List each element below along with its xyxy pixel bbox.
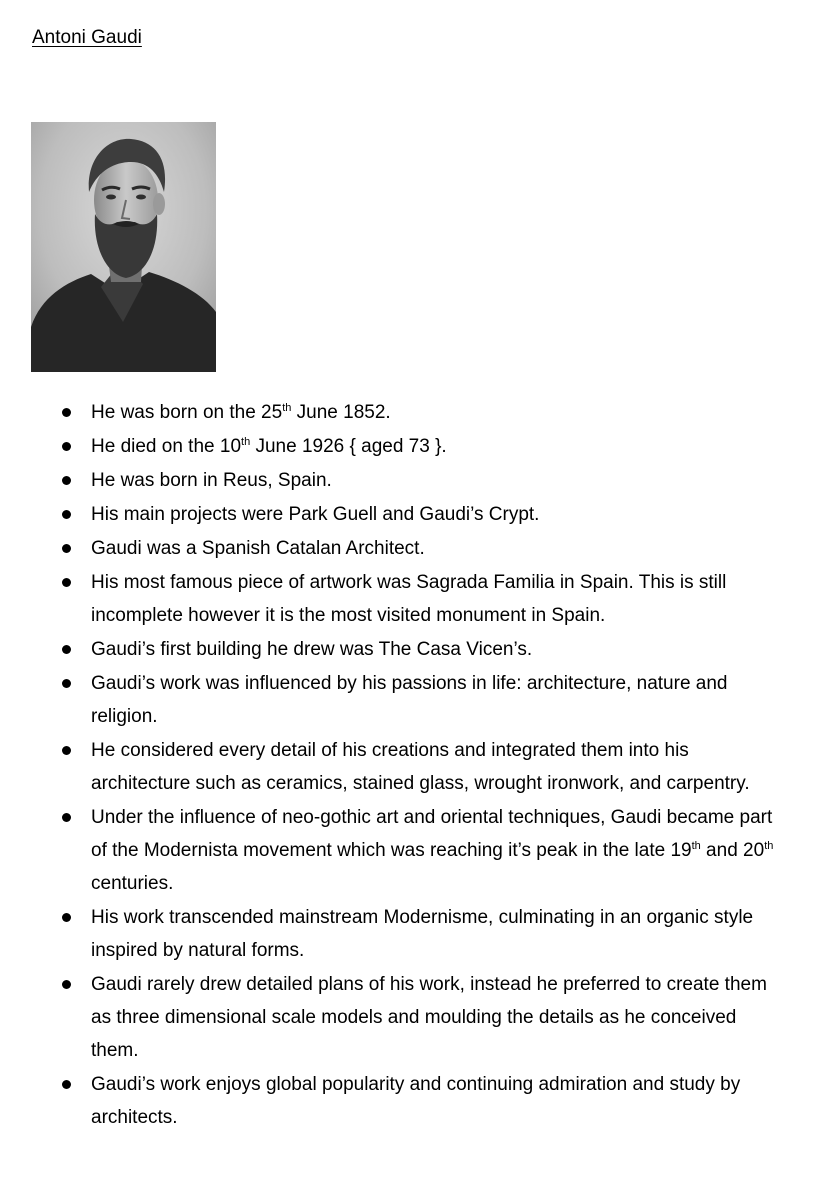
list-item xyxy=(60,464,786,497)
bullet-icon xyxy=(62,813,71,822)
fact-text: Gaudi’s work enjoys global popularity and continuing admiration and study by architects. xyxy=(91,1074,741,1128)
fact-text: Gaudi’s work was influenced by his passions in life: architecture, nature and religion. xyxy=(91,673,728,727)
bullet-icon xyxy=(62,544,71,553)
fact-text: and 20 xyxy=(700,840,765,861)
superscript: th xyxy=(241,436,251,448)
fact-text: June 1926 { aged 73 }. xyxy=(250,436,447,457)
bullet-icon xyxy=(62,408,71,417)
facts-list xyxy=(60,396,786,1135)
bullet-icon xyxy=(62,980,71,989)
bullet-icon xyxy=(62,510,71,519)
list-item xyxy=(60,396,786,429)
fact-text: His main projects were Park Guell and Gaudi’s Crypt. xyxy=(91,504,540,525)
bullet-icon xyxy=(62,1080,71,1089)
fact-text: He considered every detail of his creations and integrated them into his architecture such as ceramics, stained glass, wrought ironwork, and carpentry. xyxy=(91,740,750,794)
portrait-photo xyxy=(31,122,216,372)
list-item xyxy=(60,734,786,800)
document-title: Antoni Gaudi xyxy=(32,27,142,48)
fact-text: Gaudi’s first building he drew was The Casa Vicen’s. xyxy=(91,639,533,660)
fact-text: He was born on the 25 xyxy=(91,402,283,423)
superscript: th xyxy=(764,840,774,852)
fact-text: Under the influence of neo-gothic art and oriental techniques, Gaudi became part of the Modernista movement which was reaching it’s peak in the late 19 xyxy=(91,807,773,861)
list-item xyxy=(60,532,786,565)
fact-text: His work transcended mainstream Modernisme, culminating in an organic style inspired by natural forms. xyxy=(91,907,754,961)
bullet-icon xyxy=(62,679,71,688)
list-item xyxy=(60,566,786,632)
list-item xyxy=(60,633,786,666)
fact-text: Gaudi rarely drew detailed plans of his work, instead he preferred to create them as three dimensional scale models and moulding the details as he conceived them. xyxy=(91,974,767,1061)
bullet-icon xyxy=(62,442,71,451)
list-item xyxy=(60,901,786,967)
bullet-icon xyxy=(62,578,71,587)
bullet-icon xyxy=(62,913,71,922)
superscript: th xyxy=(282,402,292,414)
list-item xyxy=(60,498,786,531)
fact-text: Gaudi was a Spanish Catalan Architect. xyxy=(91,538,425,559)
fact-text: He was born in Reus, Spain. xyxy=(91,470,332,491)
list-item xyxy=(60,1068,786,1134)
list-item xyxy=(60,667,786,733)
bullet-icon xyxy=(62,476,71,485)
list-item xyxy=(60,801,786,900)
superscript: th xyxy=(691,840,701,852)
fact-text: centuries. xyxy=(91,873,174,894)
fact-text: June 1852. xyxy=(291,402,391,423)
bullet-icon xyxy=(62,645,71,654)
list-item xyxy=(60,968,786,1067)
list-item xyxy=(60,430,786,463)
fact-text: He died on the 10 xyxy=(91,436,242,457)
bullet-icon xyxy=(62,746,71,755)
fact-text: His most famous piece of artwork was Sagrada Familia in Spain. This is still incomplete however it is the most visited monument in Spain. xyxy=(91,572,727,626)
